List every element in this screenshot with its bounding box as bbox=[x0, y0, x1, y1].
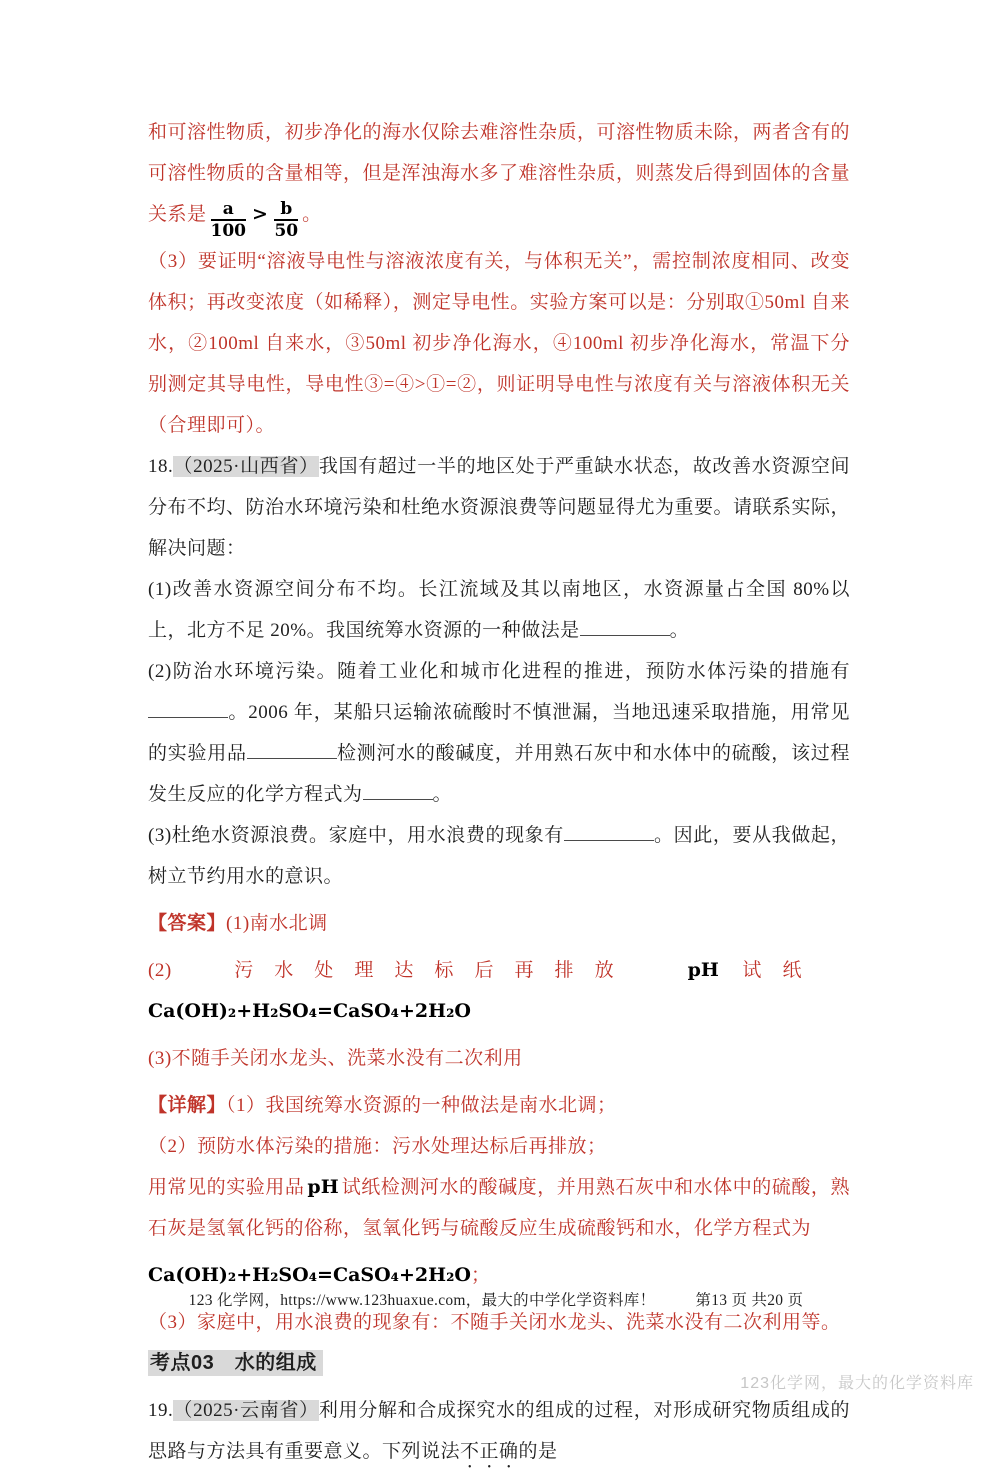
chemical-equation: Ca(OH)₂+H₂SO₄=CaSO₄+2H₂O bbox=[148, 1000, 471, 1023]
item-text: (3)杜绝水资源浪费。家庭中，用水浪费的现象有 bbox=[148, 825, 564, 847]
answer-label: 【答案】 bbox=[148, 913, 227, 935]
ph-symbol: pH bbox=[687, 959, 719, 982]
question-text: 的是 bbox=[518, 1441, 558, 1463]
fill-in-blank bbox=[247, 738, 337, 759]
detail-line-4: （3）家庭中，用水浪费的现象有：不随手关闭水龙头、洗菜水没有二次利用等。 bbox=[148, 1312, 841, 1334]
fraction-b-over-50 bbox=[274, 199, 298, 242]
fill-in-blank bbox=[564, 820, 654, 841]
topic-heading-text: 考点03 水的组成 bbox=[148, 1350, 323, 1376]
detail-text: 用常见的实验用品 bbox=[148, 1177, 305, 1199]
item-text: 检测河水的酸碱度，并用熟石灰中和水体中的硫酸，该过程发生反应的化学方程式为 bbox=[148, 743, 850, 806]
greater-than-sign: > bbox=[252, 203, 269, 225]
detail-line-2: （2）预防水体污染的措施：污水处理达标后再排放； bbox=[148, 1136, 607, 1158]
question-text: 利用分解和合成探究水的组成的过程，对形成研究物质组成的思路与方法具有重要意义。下列说法 bbox=[148, 1400, 850, 1463]
answer-item-number: (2) bbox=[148, 960, 172, 982]
fraction-denominator: 50 bbox=[274, 221, 299, 241]
chemical-equation: Ca(OH)₂+H₂SO₄=CaSO₄+2H₂O bbox=[148, 1264, 471, 1287]
answer-text: 和可溶性物质，初步净化的海水仅除去难溶性杂质，可溶性物质未除，两者含有的可溶性物质的含量相等，但是浑浊海水多了难溶性杂质，则蒸发后得到固体的含量关系是 bbox=[148, 122, 851, 225]
source-tag: （2025·山西省） bbox=[173, 456, 319, 478]
question-18-item2 bbox=[148, 651, 850, 815]
document-page bbox=[148, 112, 850, 1473]
answer-line-2 bbox=[148, 950, 850, 1032]
item-text: 。因此，要从我做起，树立节约用水的意识。 bbox=[148, 825, 850, 888]
detail-label: 【详解】 bbox=[148, 1095, 227, 1117]
answer-item: 污水处理达标后再排放 bbox=[213, 960, 635, 982]
page-number: 第13 页 共20 页 bbox=[695, 1292, 804, 1309]
fraction-a-over-100 bbox=[211, 199, 247, 242]
ph-symbol: pH bbox=[307, 1176, 339, 1199]
answer-item: (1)南水北调 bbox=[226, 913, 328, 935]
fill-in-blank bbox=[363, 779, 433, 800]
source-tag: （2025·云南省） bbox=[173, 1400, 319, 1422]
item-text: 。 bbox=[669, 620, 690, 642]
fraction-numerator: a bbox=[211, 199, 247, 221]
paragraph-answer-continuation bbox=[148, 112, 850, 241]
detail-line-1 bbox=[148, 1085, 850, 1126]
footer-site-info: 123 化学网，https://www.123huaxue.com，最大的中学化学资料库！ bbox=[188, 1292, 656, 1309]
question-18 bbox=[148, 446, 850, 569]
sentence-period: 。 bbox=[302, 204, 322, 225]
answer-line-1 bbox=[148, 903, 850, 944]
item-text: 。 bbox=[432, 784, 453, 806]
fill-in-blank bbox=[580, 615, 670, 636]
equation-tail: ； bbox=[470, 1265, 491, 1287]
question-number: 19. bbox=[148, 1400, 174, 1422]
question-18-item3 bbox=[148, 815, 850, 897]
watermark: 123化学网，最大的化学资料库 bbox=[740, 1375, 974, 1392]
fraction-denominator: 100 bbox=[210, 221, 247, 241]
question-18-item1 bbox=[148, 569, 850, 651]
item-text: 。2006 年，某船只运输浓硫酸时不慎泄漏，当地迅速采取措施，用常见的实验用品 bbox=[148, 702, 850, 765]
detail-line-3 bbox=[148, 1167, 850, 1249]
question-text: 我国有超过一半的地区处于严重缺水状态，故改善水资源空间分布不均、防治水环境污染和杜绝水资源浪费等问题显得尤为重要。请联系实际，解决问题： bbox=[148, 456, 851, 560]
detail-text: （1）我国统筹水资源的一种做法是南水北调； bbox=[226, 1095, 617, 1117]
emphasized-text: 不正确 bbox=[460, 1441, 519, 1463]
page-footer bbox=[0, 1288, 992, 1310]
item-text: (1)改善水资源空间分布不均。长江流域及其以南地区，水资源量占全国 80%以上，北方不足 20%。我国统筹水资源的一种做法是 bbox=[148, 579, 850, 642]
fraction-numerator: b bbox=[274, 199, 298, 221]
item-text: (2)防治水环境污染。随着工业化和城市化进程的推进，预防水体污染的措施有 bbox=[148, 661, 850, 683]
answer-item: 试纸 bbox=[721, 960, 802, 982]
answer-line-3: (3)不随手关闭水龙头、洗菜水没有二次利用 bbox=[148, 1048, 523, 1070]
fill-in-blank bbox=[148, 697, 228, 718]
question-number: 18. bbox=[148, 456, 174, 478]
paragraph-answer-part3: （3）要证明“溶液导电性与溶液浓度有关，与体积无关”，需控制浓度相同、改变体积；再改变浓度（如稀释），测定导电性。实验方案可以是：分别取①50ml 自来水，②100ml 自来水，③50ml 初步净化海水，④100ml 初步净化海水，常温下分别测定其导电性，导电性③=④>①=②，则证明导电性与浓度有关与溶液体积无关（合理即可）。 bbox=[148, 251, 850, 437]
detail-text: 试纸检测河水的酸碱度，并用熟石灰中和水体中的硫酸，熟石灰是氢氧化钙的俗称，氢氧化钙与硫酸反应生成硫酸钙和水，化学方程式为 bbox=[148, 1177, 850, 1240]
